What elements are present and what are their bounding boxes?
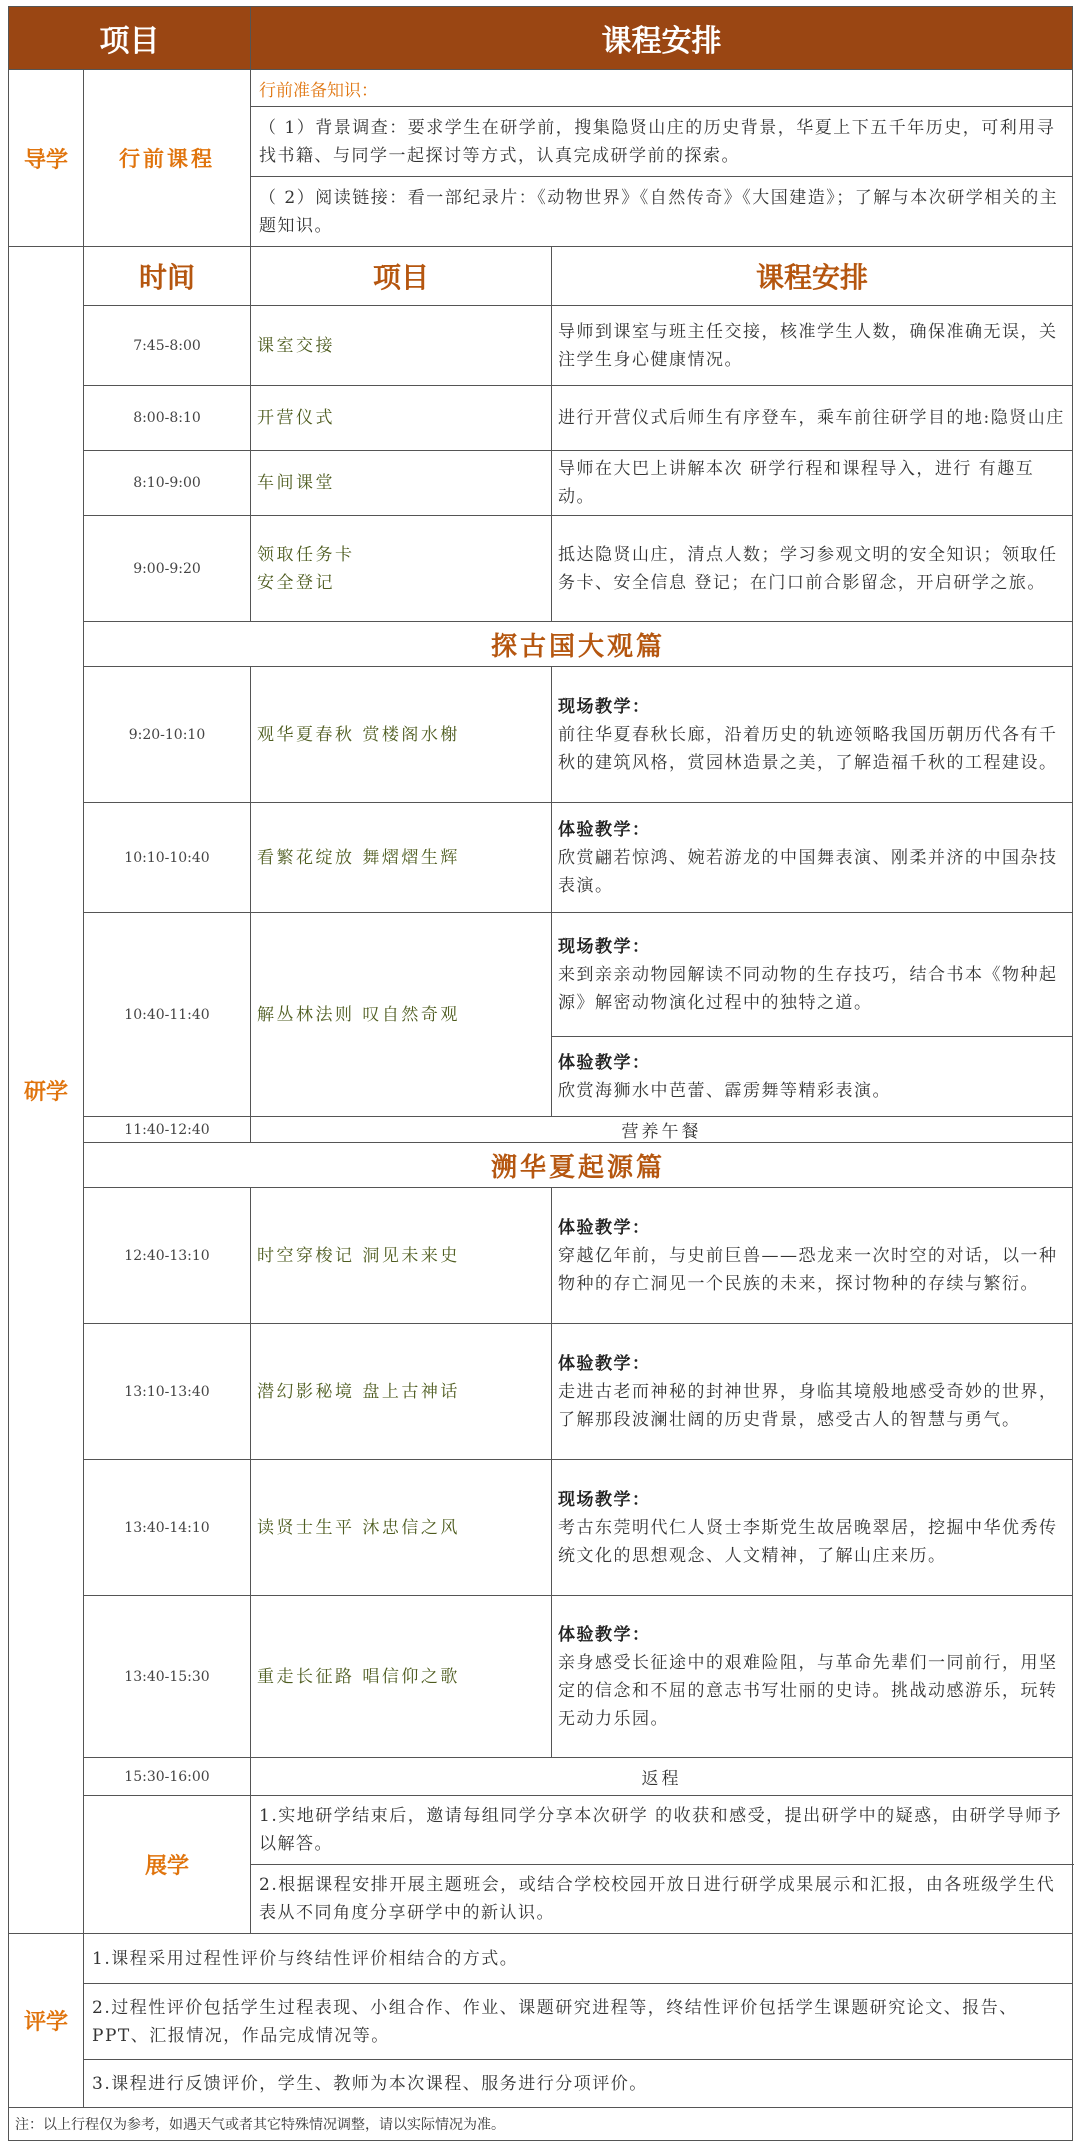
table-row: [9, 516, 1073, 622]
col-header-time: 时间: [84, 247, 251, 306]
category-zhanxue: 展学: [84, 1796, 251, 1934]
row-time: 8:00-8:10: [84, 386, 251, 451]
table-row: [9, 451, 1073, 516]
zhanxue-item-2: 2.根据课程安排开展主题班会，或结合学校校园开放日进行研学成果展示和汇报，由各班级学生代表从不同角度分享研学中的新认识。: [251, 1865, 1073, 1934]
row-item: 课室交接: [251, 306, 552, 386]
row-item: 潜幻影秘境 盘上古神话: [251, 1324, 552, 1460]
row-item: 重走长征路 唱信仰之歌: [251, 1596, 552, 1758]
row-item: 时空穿梭记 洞见未来史: [251, 1188, 552, 1324]
row-item: [251, 516, 552, 622]
teaching-type: 现场教学：: [558, 696, 651, 717]
row-time: 10:40-11:40: [84, 913, 251, 1117]
row-time: 12:40-13:10: [84, 1188, 251, 1324]
row-detail: [552, 1460, 1073, 1596]
row-item: 观华夏春秋 赏楼阁水榭: [251, 667, 552, 803]
row-time: 13:40-15:30: [84, 1596, 251, 1758]
table-row: [9, 1117, 1073, 1143]
pingxue-item-1: 1.课程采用过程性评价与终结性评价相结合的方式。: [84, 1934, 1073, 1984]
table-row: [9, 1596, 1073, 1758]
return-time: 15:30-16:00: [84, 1758, 251, 1796]
category-pingxue: 评学: [9, 1934, 84, 2108]
row-item-line2: 安全登记: [257, 572, 335, 593]
teaching-text: 来到亲亲动物园解读不同动物的生存技巧，结合书本《物种起源》解密动物演化过程中的独特之道。: [558, 964, 1058, 1013]
col-header-plan: 课程安排: [552, 247, 1073, 306]
lunch-label: 营养午餐: [251, 1117, 1073, 1143]
row-item: 解丛林法则 叹自然奇观: [251, 913, 552, 1117]
row-detail: 抵达隐贤山庄，清点人数；学习参观文明的安全知识；领取任务卡、安全信息 登记；在门口前合影留念，开启研学之旅。: [552, 516, 1073, 622]
teaching-text: 前往华夏春秋长廊，沿着历史的轨迹领略我国历朝历代各有千秋的建筑风格，赏园林造景之美，了解造福千秋的工程建设。: [558, 724, 1058, 773]
table-row: [9, 667, 1073, 803]
teaching-type: 体验教学：: [558, 1353, 651, 1374]
teaching-text: 穿越亿年前，与史前巨兽——恐龙来一次时空的对话，以一种物种的存亡洞见一个民族的未来，探讨物种的存续与繁衍。: [558, 1245, 1058, 1294]
section-title-1: 探古国大观篇: [84, 622, 1073, 667]
return-label: 返程: [251, 1758, 1073, 1796]
teaching-type: 现场教学：: [558, 936, 651, 957]
row-item: 车间课堂: [251, 451, 552, 516]
zhanxue-item-1: 1.实地研学结束后，邀请每组同学分享本次研学 的收获和感受，提出研学中的疑惑，由研学导师予以解答。: [251, 1796, 1073, 1865]
prep-item-2: （ 2）阅读链接：看一部纪录片：《动物世界》《自然传奇》《大国建造》；了解与本次研学相关的主题知识。: [251, 177, 1073, 247]
row-time: 7:45-8:00: [84, 306, 251, 386]
row-detail: 进行开营仪式后师生有序登车，乘车前往研学目的地:隐贤山庄: [552, 386, 1073, 451]
row-detail: [552, 1188, 1073, 1324]
pingxue-item-2: 2.过程性评价包括学生过程表现、小组合作、作业、课题研究进程等，终结性评价包括学生课题研究论文、报告、PPT、汇报情况，作品完成情况等。: [84, 1984, 1073, 2060]
lunch-time: 11:40-12:40: [84, 1117, 251, 1143]
table-row: [9, 306, 1073, 386]
row-detail: [552, 1037, 1073, 1117]
category-yanxue: 研学: [9, 247, 84, 1934]
teaching-type: 体验教学：: [558, 1217, 651, 1238]
row-time: 9:20-10:10: [84, 667, 251, 803]
table-row: [9, 1460, 1073, 1596]
row-item: 读贤士生平 沐忠信之风: [251, 1460, 552, 1596]
schedule-page: [8, 6, 1072, 2136]
teaching-type: 体验教学：: [558, 1052, 651, 1073]
schedule-table: [8, 6, 1073, 2141]
row-detail: 导师在大巴上讲解本次 研学行程和课程导入，进行 有趣互动。: [552, 451, 1073, 516]
teaching-text: 走进古老而神秘的封神世界，身临其境般地感受奇妙的世界，了解那段波澜壮阔的历史背景，感受古人的智慧与勇气。: [558, 1381, 1058, 1430]
pingxue-item-3: 3.课程进行反馈评价，学生、教师为本次课程、服务进行分项评价。: [84, 2060, 1073, 2108]
row-detail: [552, 1324, 1073, 1460]
table-row: [9, 913, 1073, 1037]
table-row: [9, 1324, 1073, 1460]
row-detail: [552, 803, 1073, 913]
teaching-type: 体验教学：: [558, 1624, 651, 1645]
category-daoxue: 导学: [9, 70, 84, 247]
row-detail: 导师到课室与班主任交接，核准学生人数，确保准确无误，关注学生身心健康情况。: [552, 306, 1073, 386]
row-time: 13:40-14:10: [84, 1460, 251, 1596]
sub-pre-trip: 行前课程: [84, 70, 251, 247]
teaching-text: 欣赏翩若惊鸿、婉若游龙的中国舞表演、刚柔并济的中国杂技表演。: [558, 847, 1058, 896]
table-row: [9, 386, 1073, 451]
row-time: 9:00-9:20: [84, 516, 251, 622]
col-header-item: 项目: [251, 247, 552, 306]
row-item: 看繁花绽放 舞熠熠生辉: [251, 803, 552, 913]
row-item-line1: 领取任务卡: [257, 544, 355, 565]
table-row: [9, 1188, 1073, 1324]
teaching-text: 考古东莞明代仁人贤士李斯党生故居晚翠居，挖掘中华优秀传统文化的思想观念、人文精神，了解山庄来历。: [558, 1517, 1058, 1566]
teaching-type: 体验教学：: [558, 819, 651, 840]
teaching-text: 欣赏海狮水中芭蕾、霹雳舞等精彩表演。: [558, 1080, 891, 1101]
row-detail: [552, 913, 1073, 1037]
prep-item-1: （ 1）背景调查：要求学生在研学前，搜集隐贤山庄的历史背景，华夏上下五千年历史，可利用寻 找书籍、与同学一起探讨等方式，认真完成研学前的探索。: [251, 107, 1073, 177]
teaching-text: 亲身感受长征途中的艰难险阻，与革命先辈们一同前行，用坚定的信念和不屈的意志书写壮丽的史诗。挑战动感游乐，玩转无动力乐园。: [558, 1652, 1058, 1729]
table-row: [9, 1758, 1073, 1796]
teaching-type: 现场教学：: [558, 1489, 651, 1510]
row-detail: [552, 667, 1073, 803]
header-project: 项目: [9, 7, 251, 70]
footnote: 注：以上行程仅为参考，如遇天气或者其它特殊情况调整，请以实际情况为准。: [9, 2108, 1073, 2141]
row-detail: [552, 1596, 1073, 1758]
row-time: 8:10-9:00: [84, 451, 251, 516]
row-item: 开营仪式: [251, 386, 552, 451]
row-time: 10:10-10:40: [84, 803, 251, 913]
row-time: 13:10-13:40: [84, 1324, 251, 1460]
prep-title: 行前准备知识：: [251, 70, 1073, 107]
section-title-2: 溯华夏起源篇: [84, 1143, 1073, 1188]
table-row: [9, 803, 1073, 913]
header-schedule: 课程安排: [251, 7, 1073, 70]
